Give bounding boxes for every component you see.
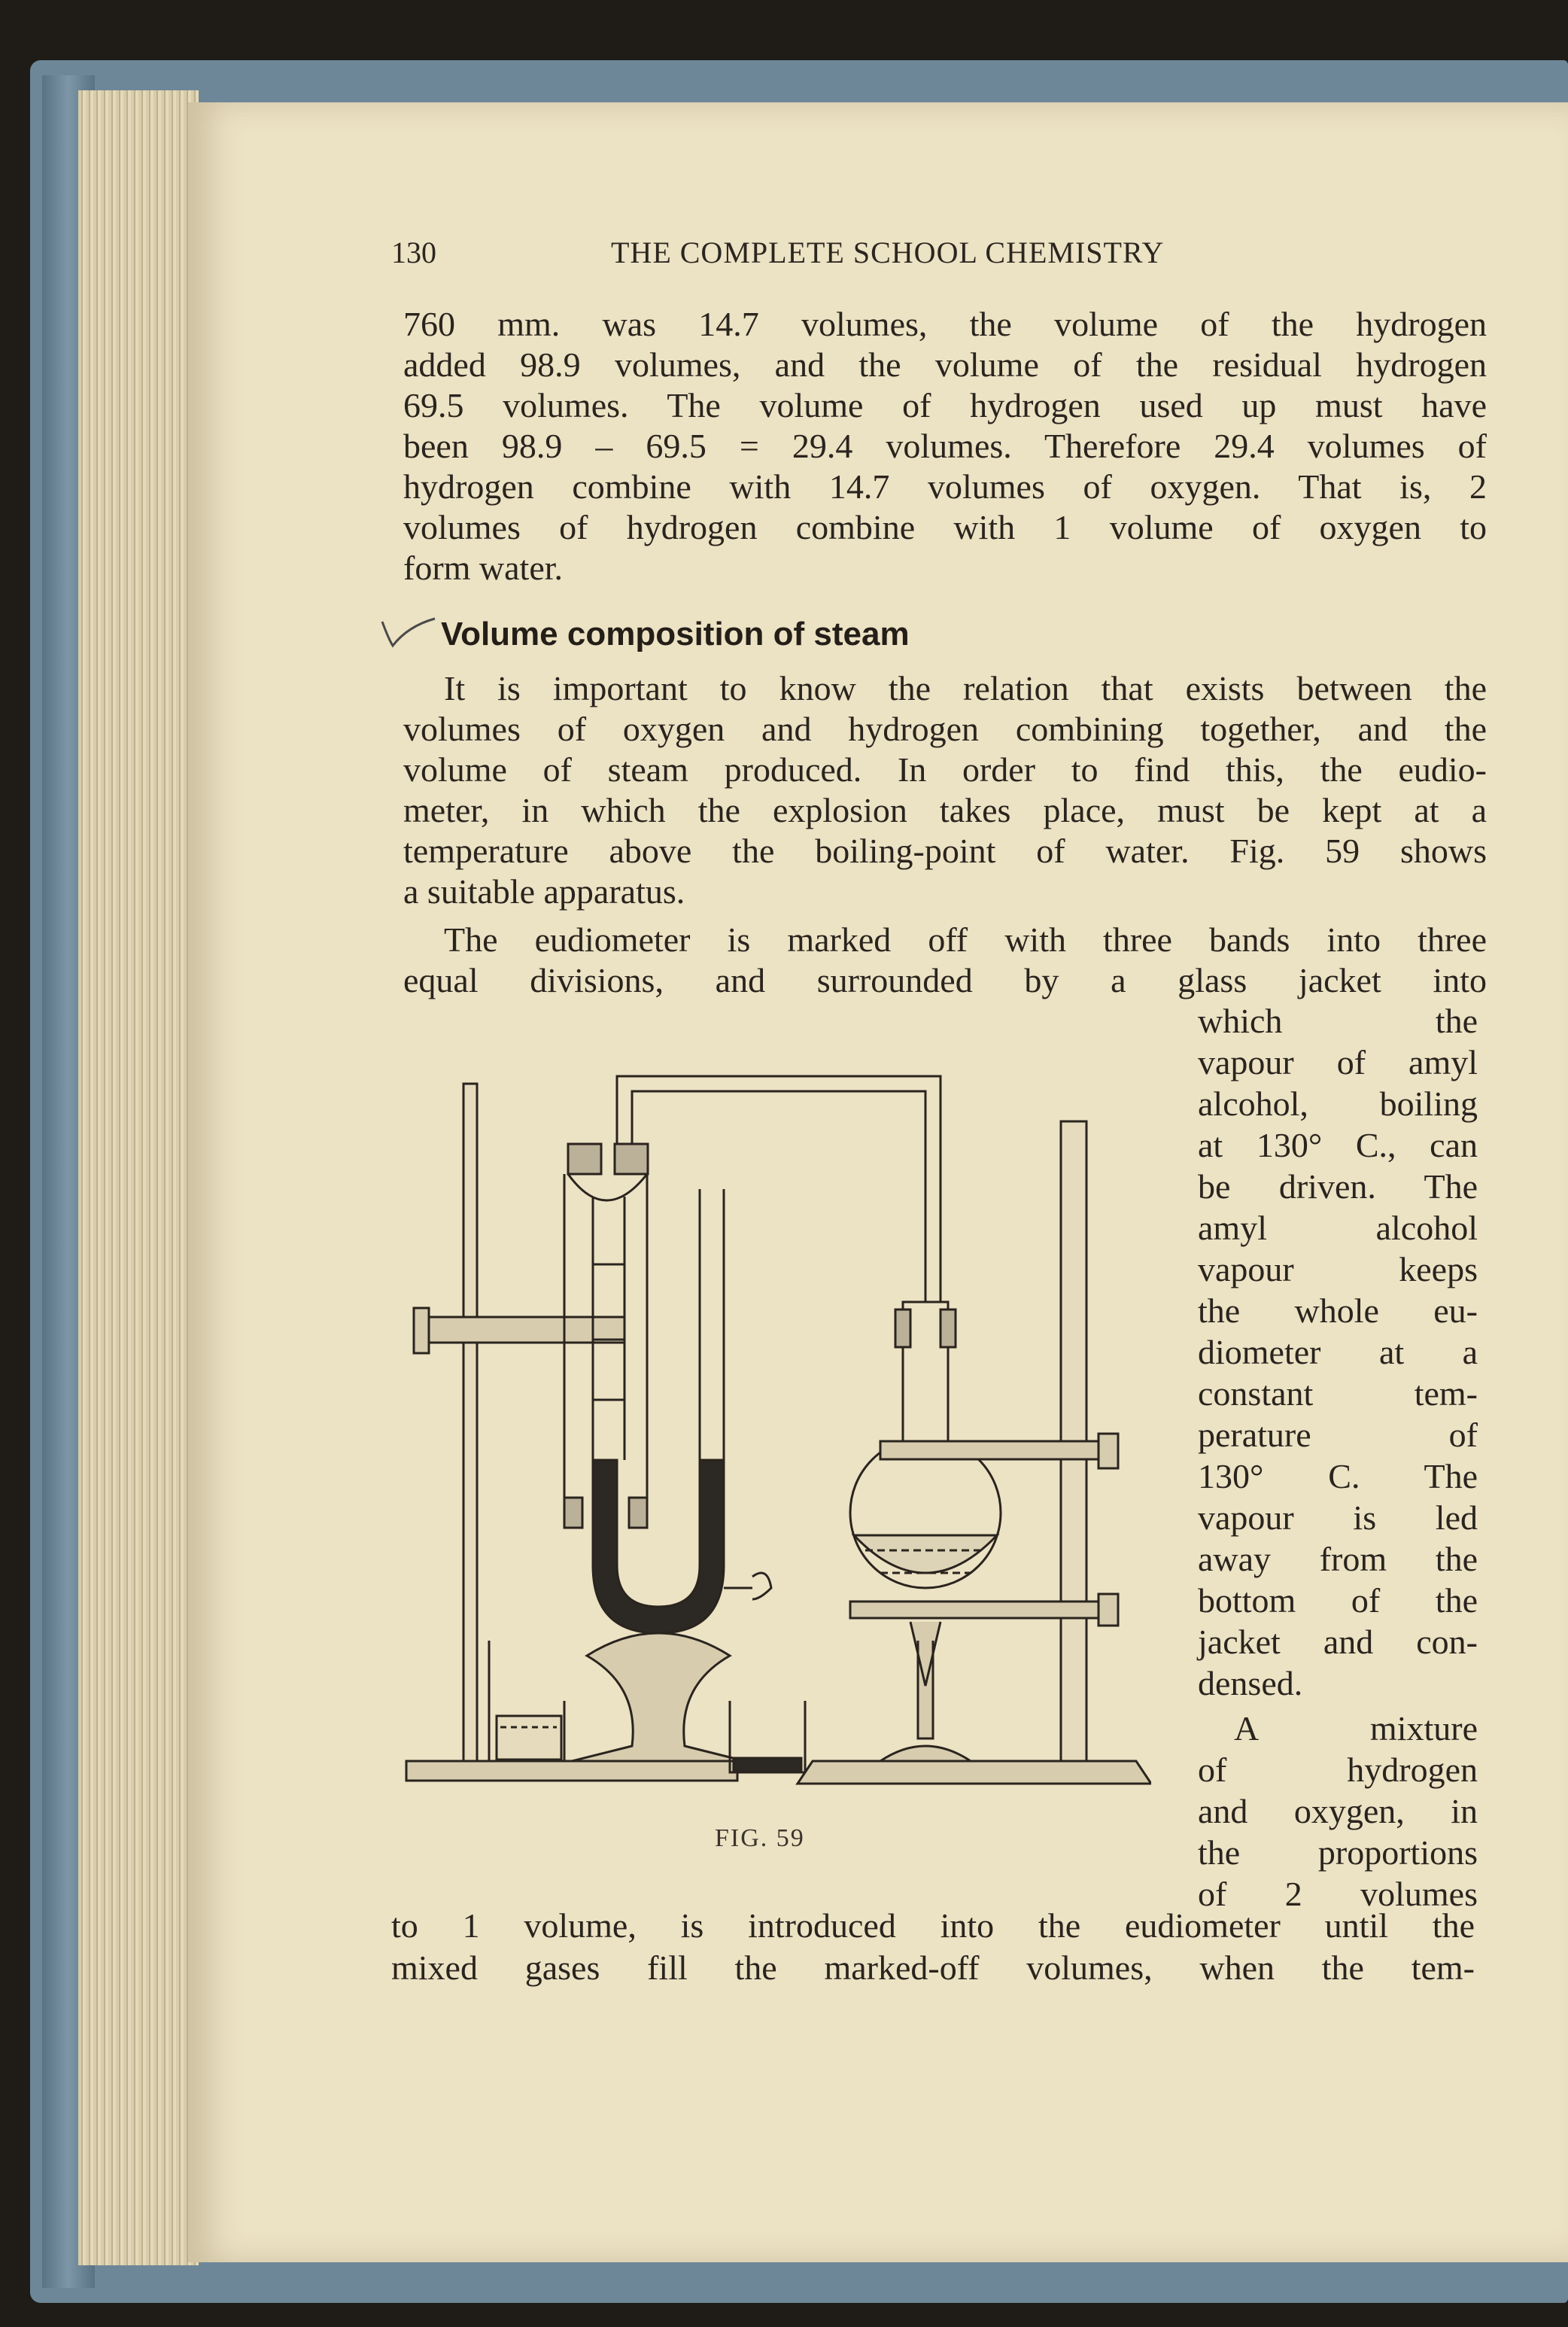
text-line: vapour keeps	[1198, 1250, 1478, 1288]
text-line: which the	[1198, 1002, 1478, 1040]
text-line: a suitable apparatus.	[403, 872, 685, 911]
text-line: 130° C. The	[1198, 1457, 1478, 1495]
page-number: 130	[391, 236, 436, 269]
text-line: 69.5 volumes. The volume of hydrogen used up must have	[403, 386, 1487, 424]
left-stand-base	[406, 1761, 737, 1781]
text-line: equal divisions, and surrounded by a glass jacket into	[403, 961, 1487, 999]
text-line: mixed gases fill the marked-off volumes, when the tem-	[391, 1948, 1475, 1987]
text-line: hydrogen combine with 14.7 volumes of oxygen. That is, 2	[403, 467, 1487, 506]
text-line: volume of steam produced. In order to find this, the eudio-	[403, 750, 1487, 789]
page-edges	[78, 90, 199, 2265]
u-tube-mercury	[593, 1460, 724, 1633]
right-stand-base	[798, 1761, 1151, 1784]
text-line: the whole eu-	[1198, 1291, 1478, 1330]
text-line: vapour of amyl	[1198, 1043, 1478, 1081]
text-line: form water.	[403, 549, 564, 587]
text-line: been 98.9 – 69.5 = 29.4 volumes. Therefore 29.4 volumes of	[403, 427, 1487, 465]
text-line: of 2 volumes	[1198, 1875, 1478, 1913]
text-line: volumes of hydrogen combine with 1 volume of oxygen to	[403, 508, 1487, 546]
text-line: The eudiometer is marked off with three bands into three	[444, 920, 1487, 959]
connecting-tube	[617, 1076, 940, 1302]
flask-clamp	[880, 1441, 1106, 1459]
left-stand-rod	[463, 1084, 477, 1761]
apparatus-figure	[399, 1039, 1151, 1806]
bunsen-burner	[880, 1622, 971, 1761]
text-line: vapour is led	[1198, 1498, 1478, 1537]
text-line: meter, in which the explosion takes place, must be kept at a	[403, 791, 1487, 829]
text-line: volumes of oxygen and hydrogen combining together, and the	[403, 710, 1487, 748]
running-title: THE COMPLETE SCHOOL CHEMISTRY	[611, 236, 1165, 269]
text-line: the proportions	[1198, 1833, 1478, 1872]
text-line: jacket and con-	[1198, 1623, 1478, 1661]
text-line: and oxygen, in	[1198, 1792, 1478, 1830]
text-line: constant tem-	[1198, 1374, 1478, 1413]
text-line: A mixture	[1234, 1709, 1478, 1748]
ring-support	[850, 1602, 1106, 1618]
text-line: temperature above the boiling-point of water. Fig. 59 shows	[403, 832, 1487, 870]
text-line: be driven. The	[1198, 1167, 1478, 1206]
text-line: amyl alcohol	[1198, 1209, 1478, 1247]
text-line: alcohol, boiling	[1198, 1084, 1478, 1123]
text-line: bottom of the	[1198, 1581, 1478, 1620]
u-tube-support	[572, 1633, 745, 1761]
text-line: away from the	[1198, 1540, 1478, 1578]
text-line: at 130° C., can	[1198, 1126, 1478, 1164]
text-line: diometer at a	[1198, 1333, 1478, 1371]
pencil-check-mark-icon	[378, 616, 438, 653]
text-line: of hydrogen	[1198, 1751, 1478, 1789]
text-line: perature of	[1198, 1416, 1478, 1454]
text-line: 760 mm. was 14.7 volumes, the volume of the hydrogen	[403, 305, 1487, 343]
text-line: added 98.9 volumes, and the volume of the residual hydrogen	[403, 345, 1487, 384]
text-line: densed.	[1198, 1664, 1303, 1702]
text-line: to 1 volume, is introduced into the eudiometer until the	[391, 1906, 1475, 1945]
text-line: It is important to know the relation that exists between the	[444, 669, 1487, 707]
figure-caption: FIG. 59	[715, 1824, 805, 1852]
section-heading: Volume composition of steam	[441, 616, 910, 652]
